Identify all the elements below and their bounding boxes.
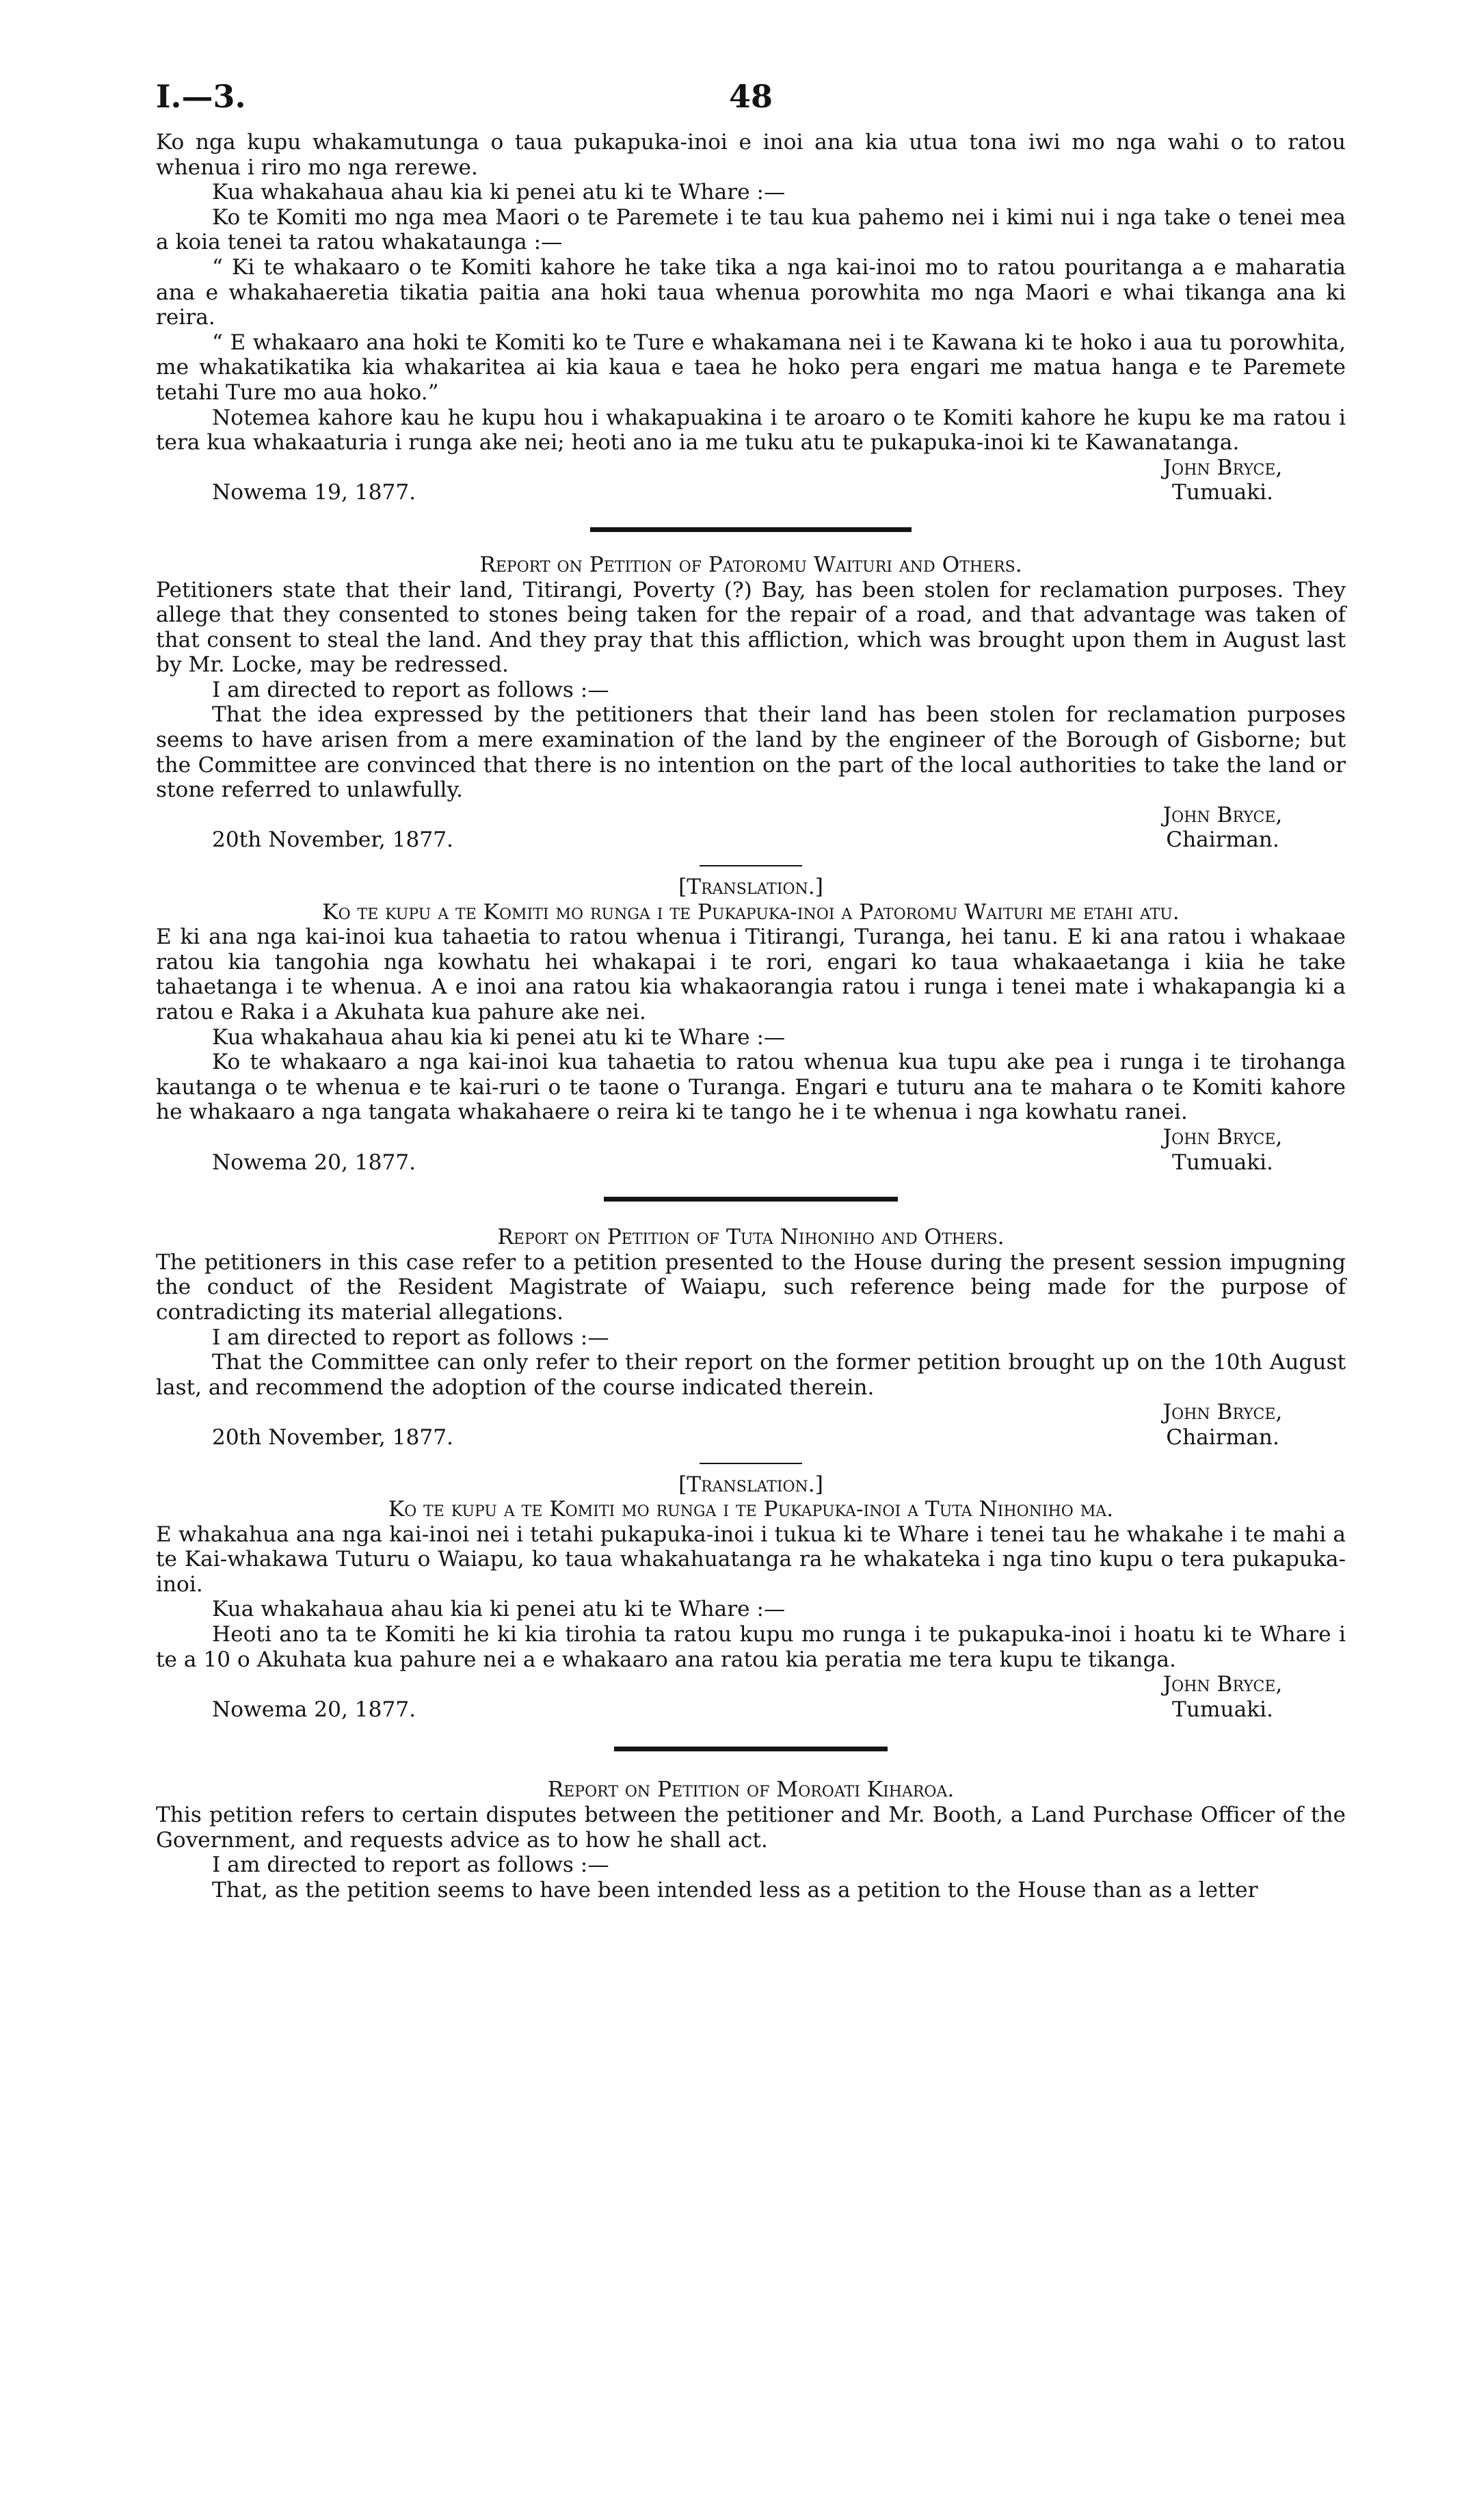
section-title: Report on Petition of Patoromu Waituri and Others.: [479, 552, 1022, 577]
date: 20th November, 1877.: [212, 827, 453, 853]
paragraph: Notemea kahore kau he kupu hou i whakapuakina i te aroaro o te Komiti kahore he kupu ke ma ratou i tera kua whakaaturia i runga ake nei; heoti ano ia me tuku atu te pukapuka-inoi ki te Kawanatanga.: [156, 405, 1346, 455]
paragraph: Heoti ano ta te Komiti he ki kia tirohia ta ratou kupu mo runga i te pukapuka-inoi i hoatu ki te Whare i te a 10 o Akuhata kua pahure nei a e whakaaro ana ratou kia peratia me tera kupu te tikanga.: [156, 1622, 1346, 1672]
signatory-role: Chairman.: [1166, 827, 1279, 853]
paragraph: Ko te Komiti mo nga mea Maori o te Paremete i te tau kua pahemo nei i kimi nui i nga take o tenei mea a koia tenei ta ratou whakataunga :—: [156, 204, 1346, 255]
paragraph: I am directed to report as follows :—: [212, 1325, 609, 1350]
signatory-role: Chairman.: [1166, 1424, 1279, 1450]
signature-block: [156, 480, 1346, 505]
signature-block: [156, 1697, 1346, 1723]
paragraph: “ E whakaaro ana hoki te Komiti ko te Ture e whakamana nei i te Kawana ki te hoko i aua tu porowhita, me whakatikatika kia whakaritea ai kia kaua e taea he hoko pera engari me matua hanga e te Paremete tetahi Ture mo aua hoko.”: [156, 330, 1346, 405]
paragraph: Ko te whakaaro a nga kai-inoi kua tahaetia to ratou whenua kua tupu ake pea i runga i te tirohanga kautanga o te whenua e te kai-ruri o te taone o Turanga. Engari e tuturu ana te mahara o te Komiti kahore he whakaaro a nga tangata whakahaere o reira ki te tango he i te whenua i nga kowhatu ranei.: [156, 1050, 1346, 1125]
date: Nowema 19, 1877.: [212, 480, 416, 505]
section-report-patoromu-waituri: [156, 553, 1346, 853]
paragraph: That, as the petition seems to have been intended less as a petition to the House than as a letter: [212, 1877, 1258, 1902]
signature-block: [156, 803, 1346, 828]
signature-block: [156, 455, 1346, 481]
paragraph: E whakahua ana nga kai-inoi nei i tetahi pukapuka-inoi i tukua ki te Whare i tenei tau he whakahe i te mahi a te Kai-whakawa Tuturu o Waiapu, ko taua whakahuatanga ra he whakateka i nga tino kupu o tera pukapuka-inoi.: [156, 1522, 1346, 1597]
signature-block: [156, 1150, 1346, 1176]
paragraph: E ki ana nga kai-inoi kua tahaetia to ratou whenua i Titirangi, Turanga, hei tanu. E ki ana ratou i whakaae ratou kia tangohia nga kowhatu hei whakapai i te rori, engari ko taua whakaaetanga i kiia he take tahaetanga i te whenua. A e inoi ana ratou kia whakaorangia ratou i runga i tenei mate i whakapangia ki a ratou e Raka i a Akuhata kua pahure ake nei.: [156, 925, 1346, 1024]
paragraph: Kua whakahaua ahau kia ki penei atu ki te Whare :—: [212, 180, 786, 205]
signature-block: [156, 1125, 1346, 1150]
date: 20th November, 1877.: [212, 1424, 453, 1450]
paragraph: Petitioners state that their land, Titirangi, Poverty (?) Bay, has been stolen for reclamation purposes. They allege that they consented to stones being taken for the repair of a road, and that advantage was taken of that consent to steal the land. And they pray that this affliction, which was brought upon them in August last by Mr. Locke, may be redressed.: [156, 577, 1346, 678]
signatory-name: John Bryce,: [1162, 455, 1283, 480]
section-report-moroati-kiharoa: [156, 1777, 1346, 1902]
signatory-name: John Bryce,: [1162, 802, 1283, 827]
signatory-role: Tumuaki.: [1172, 1697, 1273, 1722]
paragraph: The petitioners in this case refer to a petition presented to the House during the present session impugning the conduct of the Resident Magistrate of Waiapu, such reference being made for the purpose of contradicting its material allegations.: [156, 1249, 1346, 1325]
page-header: [156, 68, 1346, 130]
paragraph: I am directed to report as follows :—: [212, 677, 609, 702]
paragraph: This petition refers to certain disputes between the petitioner and Mr. Booth, a Land Purchase Officer of the Government, and requests advice as to how he shall act.: [156, 1803, 1346, 1853]
paragraph: Kua whakahaua ahau kia ki penei atu ki te Whare :—: [212, 1597, 786, 1622]
date: Nowema 20, 1877.: [212, 1697, 416, 1722]
section-translation-tuta-nihoniho: [156, 1472, 1346, 1723]
signatory-role: Tumuaki.: [1172, 1150, 1273, 1175]
section-report-tuta-nihoniho: [156, 1225, 1346, 1450]
translation-divider: [700, 865, 802, 866]
section-translation-patoromu-waituri: [156, 875, 1346, 1175]
signatory-name: John Bryce,: [1162, 1672, 1283, 1697]
paragraph: I am directed to report as follows :—: [212, 1853, 609, 1878]
section-title: Report on Petition of Moroati Kiharoa.: [547, 1777, 955, 1803]
page-number: 48: [729, 78, 773, 115]
paragraph: “ Ki te whakaaro o te Komiti kahore he take tika a nga kai-inoi mo to ratou pouritanga a e maharatia ana e whakahaeretia tikatia paitia ana hoki taua whenua porowhita mo nga Maori e whai tikanga ana ki reira.: [156, 254, 1346, 330]
page: [156, 68, 1346, 1902]
section-title: Ko te kupu a te Komiti mo runga i te Pukapuka-inoi a Tuta Nihoniho ma.: [388, 1497, 1114, 1522]
signature-block: [156, 1400, 1346, 1425]
document-reference: I.—3.: [156, 78, 246, 115]
signatory-role: Tumuaki.: [1172, 480, 1273, 505]
section-divider: [614, 1747, 888, 1751]
date: Nowema 20, 1877.: [212, 1150, 416, 1175]
paragraph: That the Committee can only refer to their report on the former petition brought up on the 10th August last, and recommend the adoption of the course indicated therein.: [156, 1350, 1346, 1400]
section-continuation: [156, 130, 1346, 505]
section-title: Report on Petition of Tuta Nihoniho and Others.: [497, 1225, 1005, 1250]
paragraph: Ko nga kupu whakamutunga o taua pukapuka-inoi e inoi ana kia utua tona iwi mo nga wahi o to ratou whenua i riro mo nga rerewe.: [156, 130, 1346, 180]
signature-block: [156, 1672, 1346, 1697]
signature-block: [156, 827, 1346, 853]
section-divider: [604, 1197, 898, 1202]
signatory-name: John Bryce,: [1162, 1400, 1283, 1425]
translation-divider: [700, 1463, 802, 1464]
signatory-name: John Bryce,: [1162, 1124, 1283, 1150]
signature-block: [156, 1425, 1346, 1450]
translation-label: [Translation.]: [678, 1472, 823, 1497]
paragraph: Kua whakahaua ahau kia ki penei atu ki te Whare :—: [212, 1024, 786, 1050]
paragraph: That the idea expressed by the petitioners that their land has been stolen for reclamation purposes seems to have arisen from a mere examination of the land by the engineer of the Borough of Gisborne; but the Committee are convinced that there is no intention on the part of the local authorities to take the land or stone referred to unlawfully.: [156, 702, 1346, 803]
section-divider: [590, 527, 912, 532]
translation-label: [Translation.]: [678, 875, 823, 900]
section-title: Ko te kupu a te Komiti mo runga i te Pukapuka-inoi a Patoromu Waituri me etahi atu.: [322, 899, 1180, 925]
